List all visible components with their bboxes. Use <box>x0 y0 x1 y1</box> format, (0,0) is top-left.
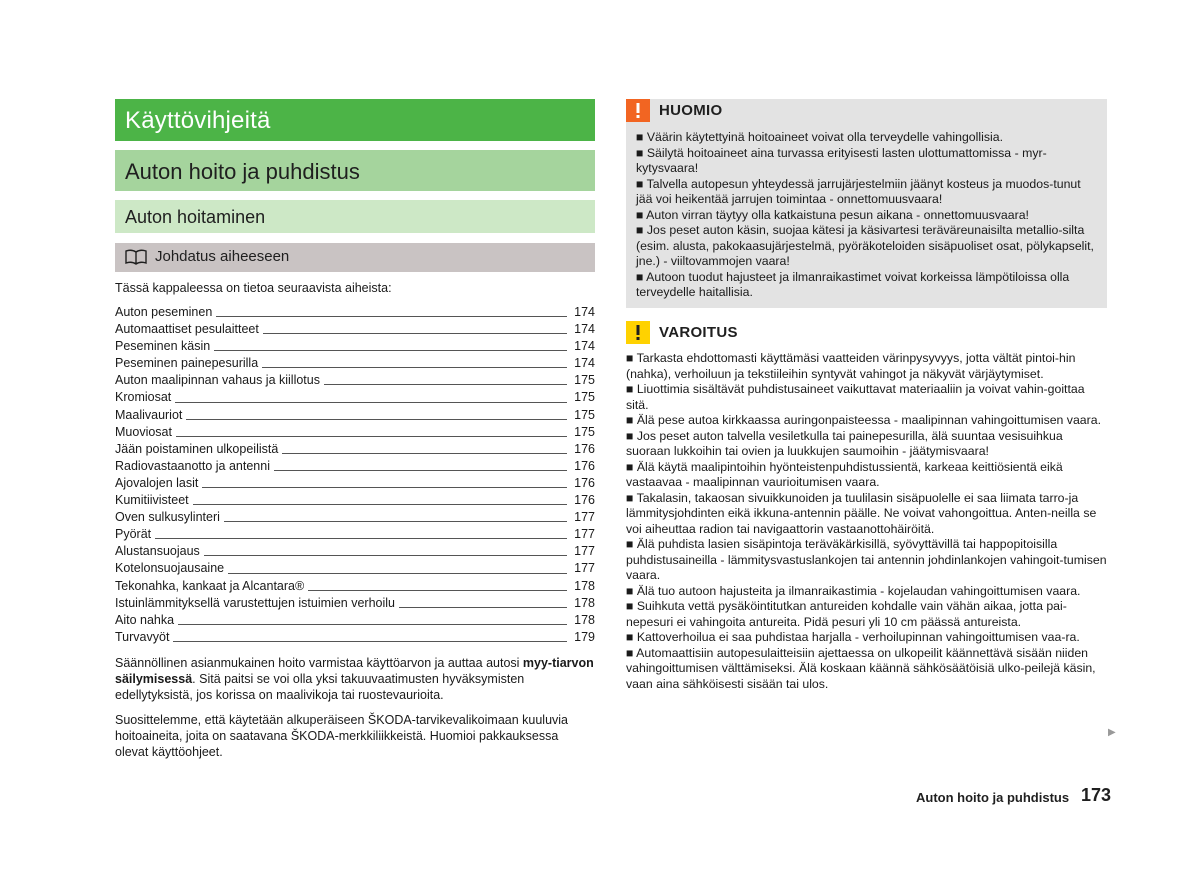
list-item: ■ Suihkuta vettä pysäköintitutkan antureiden kohdalle vain vähän aikaa, jotta pai-nepesuri ei vahingoita antureita. Pidä pesuri yli 10 cm päässä antureista. <box>626 599 1067 629</box>
list-item: ■ Älä pese autoa kirkkaassa auringonpaisteessa - maalipinnan vahingoittumisen vaara. <box>626 413 1101 427</box>
toc-title: Kumitiivisteet <box>115 493 193 507</box>
toc-row[interactable] <box>115 458 595 475</box>
toc-page: 179 <box>570 629 595 646</box>
section-band-chapter <box>115 150 595 191</box>
toc-title: Peseminen painepesurilla <box>115 356 262 370</box>
toc-page: 175 <box>570 372 595 389</box>
toc-row[interactable] <box>115 543 595 560</box>
toc-row[interactable] <box>115 321 595 338</box>
caution-header <box>626 99 1107 126</box>
list-item: ■ Kattoverhoilua ei saa puhdistaa harjalla - verhoilupinnan vahingoittumisen vaa-ra. <box>626 630 1080 644</box>
toc-row[interactable] <box>115 629 595 646</box>
toc-title: Pyörät <box>115 527 155 541</box>
continue-arrow-icon: ▶ <box>1108 727 1116 738</box>
toc-title: Radiovastaanotto ja antenni <box>115 459 274 473</box>
toc-page: 175 <box>570 389 595 406</box>
toc-row[interactable] <box>115 560 595 577</box>
toc-title: Auton peseminen <box>115 305 216 319</box>
toc-page: 174 <box>570 338 595 355</box>
toc-title: Auton maalipinnan vahaus ja kiillotus <box>115 373 324 387</box>
list-item: ■ Väärin käytettyinä hoitoaineet voivat olla terveydelle vahingollisia. <box>636 130 1003 144</box>
toc-row[interactable] <box>115 407 595 424</box>
toc-title: Turvavyöt <box>115 630 173 644</box>
toc-title: Jään poistaminen ulkopeilistä <box>115 442 282 456</box>
toc-title: Maalivauriot <box>115 408 186 422</box>
toc-row[interactable] <box>115 595 595 612</box>
toc-page: 178 <box>570 595 595 612</box>
toc-page: 176 <box>570 458 595 475</box>
warning-list <box>626 351 1107 692</box>
right-column <box>626 99 1107 692</box>
toc-leader-line <box>115 436 567 437</box>
toc-row[interactable] <box>115 492 595 509</box>
list-item: ■ Liuottimia sisältävät puhdistusaineet vaikuttavat materiaaliin ja voivat vahin-goittaa sitä. <box>626 382 1085 412</box>
toc-row[interactable] <box>115 338 595 355</box>
toc-page: 177 <box>570 526 595 543</box>
paragraph-recommendation: Suosittelemme, että käytetään alkuperäiseen ŠKODA-tarvikevalikoimaan kuuluvia hoitoaineita, joita on saatavana ŠKODA-merkkiliikkeistä. Huomioi pakkauksessa olevat käyttöohjeet. <box>115 712 569 759</box>
toc-title: Automaattiset pesulaitteet <box>115 322 263 336</box>
warning-title: VAROITUS <box>659 324 738 341</box>
list-item: ■ Älä puhdista lasien sisäpintoja teräväkärkisillä, syövyttävillä tai happopitoisilla puhdistusaineilla - lämmitysvastuslankojen tai antennin johdinlankojen vahingoit-tumisen vaara. <box>626 537 1107 582</box>
list-item: ■ Jos peset auton talvella vesiletkulla tai painepesurilla, älä suuntaa vesisuihkua suoraan lukkoihin tai ovien ja luukkujen saumoihin - jäätymisvaara! <box>626 428 1063 458</box>
intro-text: Tässä kappaleessa on tietoa seuraavista aiheista: <box>115 281 392 295</box>
toc-row[interactable] <box>115 612 595 629</box>
toc-leader-line <box>115 641 567 642</box>
toc-row[interactable] <box>115 424 595 441</box>
section-band-intro <box>115 243 595 272</box>
toc-title: Peseminen käsin <box>115 339 214 353</box>
toc-row[interactable] <box>115 304 595 321</box>
warning-header <box>626 321 1107 348</box>
section-band-subchapter <box>115 200 595 233</box>
toc-page: 178 <box>570 578 595 595</box>
toc-row[interactable] <box>115 526 595 543</box>
book-icon <box>125 249 147 265</box>
caution-title: HUOMIO <box>659 102 723 119</box>
exclamation-warning-icon <box>626 321 650 344</box>
subchapter-heading: Auton hoitaminen <box>125 207 266 227</box>
list-item: ■ Talvella autopesun yhteydessä jarrujärjestelmiin jäänyt kosteus ja muodos-tunut jää voi heikentää jarrujen toimintaa - onnettomuusvaara! <box>636 176 1081 206</box>
toc-page: 176 <box>570 441 595 458</box>
list-item: ■ Auton virran täytyy olla katkaistuna pesun aikana - onnettomuusvaara! <box>636 207 1029 222</box>
toc-title: Istuinlämmityksellä varustettujen istuimien verhoilu <box>115 596 399 610</box>
toc-page: 174 <box>570 321 595 338</box>
list-item: ■ Säilytä hoitoaineet aina turvassa erityisesti lasten ulottumattomissa - myr-kytysvaara! <box>636 145 1047 175</box>
toc-page: 178 <box>570 612 595 629</box>
toc-row[interactable] <box>115 578 595 595</box>
toc-title: Oven sulkusylinteri <box>115 510 224 524</box>
toc-page: 177 <box>570 560 595 577</box>
list-item: ■ Jos peset auton käsin, suojaa kätesi ja käsivartesi teräväreunaisilta metallio-silta (esim. alusta, pakokaasujärjestelmä, pyöräkoteloiden sisäpuoliset osat, pölykapselit, jne.) - viiltovammojen vaara! <box>636 223 1094 268</box>
list-item: ■ Älä käytä maalipintoihin hyönteistenpuhdistussientä, karkeaa keittiösientä eikä vastaavaa - maalipinnan vaurioitumisen vaara. <box>626 459 1063 489</box>
toc-leader-line <box>115 402 567 403</box>
toc-title: Kotelonsuojausaine <box>115 561 228 575</box>
exclamation-caution-icon <box>626 99 650 122</box>
toc-leader-line <box>115 538 567 539</box>
toc-leader-line <box>115 624 567 625</box>
caution-list <box>636 130 1098 301</box>
toc-title: Muoviosat <box>115 425 176 439</box>
toc-title: Alustansuojaus <box>115 544 204 558</box>
caution-box <box>626 99 1107 308</box>
table-of-contents <box>115 304 595 646</box>
toc-row[interactable] <box>115 372 595 389</box>
toc-title: Ajovalojen lasit <box>115 476 202 490</box>
toc-page: 176 <box>570 475 595 492</box>
left-column <box>115 99 595 760</box>
toc-row[interactable] <box>115 509 595 526</box>
toc-row[interactable] <box>115 441 595 458</box>
toc-title: Kromiosat <box>115 390 175 404</box>
list-item: ■ Autoon tuodut hajusteet ja ilmanraikastimet voivat korkeissa lämpötiloissa olla terveydelle haitallisia. <box>636 269 1070 299</box>
list-item: ■ Älä tuo autoon hajusteita ja ilmanraikastimia - kojelaudan vahingoittumisen vaara. <box>626 583 1081 598</box>
list-item: ■ Automaattisiin autopesulaitteisiin ajettaessa on ulkopeilit käännettävä sisään niiden vahingoittumisen välttämiseksi. Älä koskaan käännä sähkösäätöisiä ulko-peilejä käsin, vaan aina sähköisesti sisään tai ulos. <box>626 645 1096 691</box>
footer-page-number: 173 <box>1081 785 1112 805</box>
intro-heading: Johdatus aiheeseen <box>155 248 290 265</box>
list-item: ■ Takalasin, takaosan sivuikkunoiden ja tuulilasin sisäpuolelle ei saa liimata tarro-ja lämmitysjohdinten eikä ikkuna-antennin päälle. Ne voivat vahongoittua. Anten-neilla se voi aiheuttaa radion tai navigaattorin vastaanottohäiröitä. <box>626 490 1097 536</box>
toc-page: 175 <box>570 424 595 441</box>
list-item: ■ Tarkasta ehdottomasti käyttämäsi vaatteiden värinpysyvyys, jotta vältät pintoi-hin (nahka), verhoiluun ja tekstiileihin syntyvät vahingot ja näkyvät värjäytymiset. <box>626 351 1076 381</box>
main-heading: Käyttövihjeitä <box>125 107 271 134</box>
chapter-heading: Auton hoito ja puhdistus <box>125 159 360 184</box>
section-band-main <box>115 99 595 141</box>
toc-page: 177 <box>570 509 595 526</box>
paragraph-maintenance: Säännöllinen asianmukainen hoito varmistaa käyttöarvon ja auttaa autosi myy-tiarvon säilymisessä. Sitä paitsi se voi olla yksi takuuvaatimusten hyväksymisten edellytyksistä, jos korissa on maalivikoja tai ruostevaurioita. <box>115 655 594 702</box>
toc-page: 175 <box>570 407 595 424</box>
toc-page: 177 <box>570 543 595 560</box>
footer-chapter-title: Auton hoito ja puhdistus <box>916 790 1070 805</box>
toc-row[interactable] <box>115 475 595 492</box>
warning-box <box>626 321 1107 692</box>
toc-row[interactable] <box>115 355 595 372</box>
toc-title: Aito nahka <box>115 613 178 627</box>
toc-row[interactable] <box>115 389 595 406</box>
toc-page: 176 <box>570 492 595 509</box>
toc-title: Tekonahka, kankaat ja Alcantara® <box>115 579 308 593</box>
toc-page: 174 <box>570 355 595 372</box>
toc-page: 174 <box>570 304 595 321</box>
